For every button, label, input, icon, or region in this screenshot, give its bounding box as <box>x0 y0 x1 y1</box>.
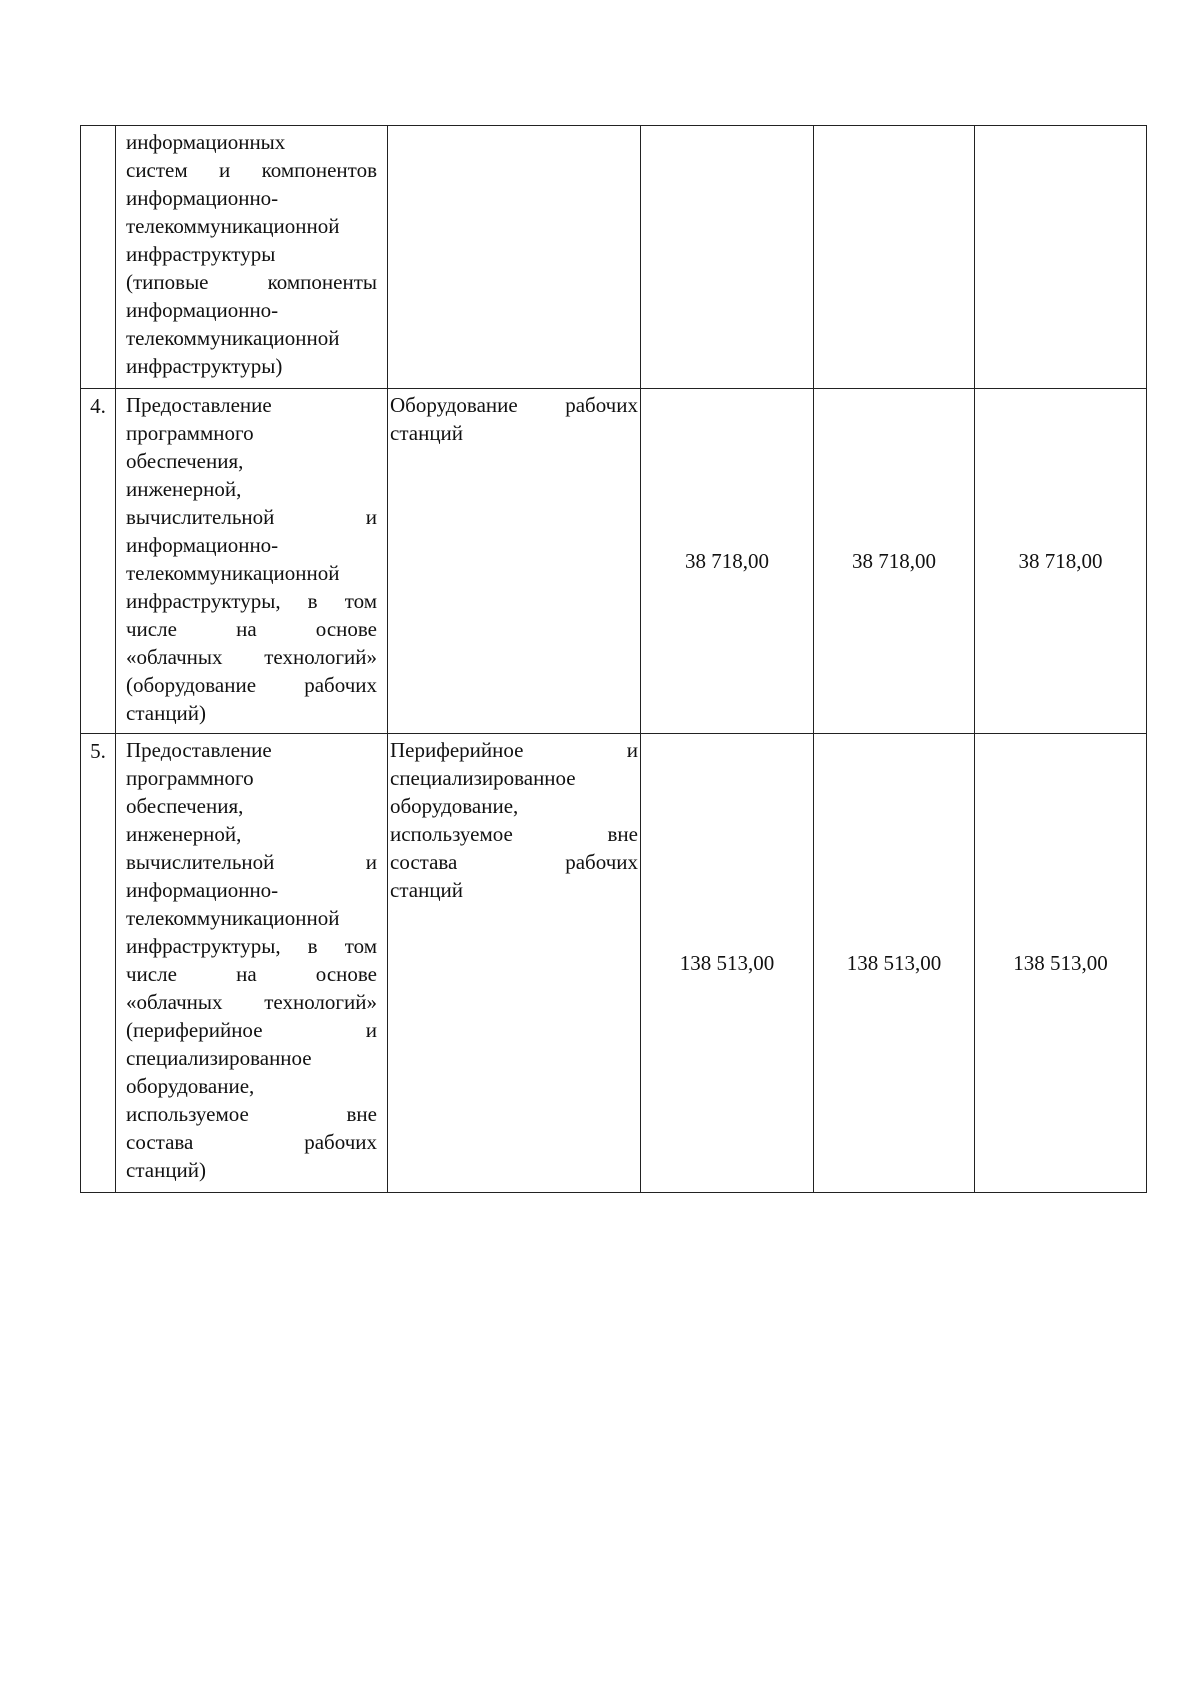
amount-cell-1: 138 513,00 <box>641 734 814 1193</box>
description-line: «облачных технологий» <box>126 990 377 1014</box>
description-line: Предоставление <box>126 738 272 762</box>
row-number-cell <box>81 126 116 389</box>
description-line: инфраструктуры) <box>126 354 283 378</box>
description-line: Предоставление <box>126 393 272 417</box>
table-row <box>81 734 1147 1193</box>
description-line: телекоммуникационной <box>126 326 340 350</box>
description-line: обеспечения, <box>126 449 244 473</box>
description-line: оборудование, <box>126 1074 255 1098</box>
description-line: (оборудование рабочих <box>126 673 377 697</box>
description-line: станций) <box>126 701 207 725</box>
description-line: программного <box>126 421 254 445</box>
description-line: обеспечения, <box>126 794 244 818</box>
description-line: информационно- <box>126 878 279 902</box>
equipment-type-line: оборудование, <box>390 794 519 818</box>
equipment-type-cell <box>388 389 641 734</box>
amount-cell-3: 138 513,00 <box>975 734 1147 1193</box>
amount-cell-2: 138 513,00 <box>814 734 975 1193</box>
service-description-cell <box>116 126 388 389</box>
description-line: используемое вне <box>126 1102 377 1126</box>
equipment-type-cell <box>388 734 641 1193</box>
description-line: инфраструктуры, в том <box>126 589 377 613</box>
description-line: телекоммуникационной <box>126 906 340 930</box>
service-description-cell <box>116 389 388 734</box>
description-line: числе на основе <box>126 962 377 986</box>
amount-cell-2: 38 718,00 <box>814 389 975 734</box>
description-line: информационно- <box>126 298 279 322</box>
equipment-type-line: станций <box>390 878 464 902</box>
equipment-type-line: состава рабочих <box>390 850 638 874</box>
amount-cell-1: 38 718,00 <box>641 389 814 734</box>
description-line: инфраструктуры <box>126 242 276 266</box>
description-line: вычислительной и <box>126 850 377 874</box>
description-line: информационно- <box>126 186 279 210</box>
equipment-type-line: Оборудование рабочих <box>390 393 638 417</box>
description-line: систем и компонентов <box>126 158 377 182</box>
description-line: информационных <box>126 130 286 154</box>
table-row <box>81 126 1147 389</box>
description-line: информационно- <box>126 533 279 557</box>
description-line: «облачных технологий» <box>126 645 377 669</box>
description-line: телекоммуникационной <box>126 561 340 585</box>
description-line: программного <box>126 766 254 790</box>
amount-cell-3: 38 718,00 <box>975 389 1147 734</box>
budget-table <box>80 125 1147 1193</box>
description-line: инженерной, <box>126 822 242 846</box>
description-line: станций) <box>126 1158 207 1182</box>
amount-cell-3 <box>975 126 1147 389</box>
description-line: инженерной, <box>126 477 242 501</box>
amount-cell-1 <box>641 126 814 389</box>
table-body <box>81 126 1147 1193</box>
row-number-cell: 4. <box>81 389 116 734</box>
description-line: (типовые компоненты <box>126 270 377 294</box>
description-line: числе на основе <box>126 617 377 641</box>
table-row <box>81 389 1147 734</box>
description-line: (периферийное и <box>126 1018 377 1042</box>
description-line: инфраструктуры, в том <box>126 934 377 958</box>
amount-cell-2 <box>814 126 975 389</box>
description-line: специализированное <box>126 1046 312 1070</box>
description-line: вычислительной и <box>126 505 377 529</box>
description-line: телекоммуникационной <box>126 214 340 238</box>
equipment-type-line: специализированное <box>390 766 576 790</box>
equipment-type-cell <box>388 126 641 389</box>
equipment-type-line: станций <box>390 421 464 445</box>
equipment-type-line: Периферийное и <box>390 738 638 762</box>
row-number-cell: 5. <box>81 734 116 1193</box>
description-line: состава рабочих <box>126 1130 377 1154</box>
service-description-cell <box>116 734 388 1193</box>
equipment-type-line: используемое вне <box>390 822 638 846</box>
